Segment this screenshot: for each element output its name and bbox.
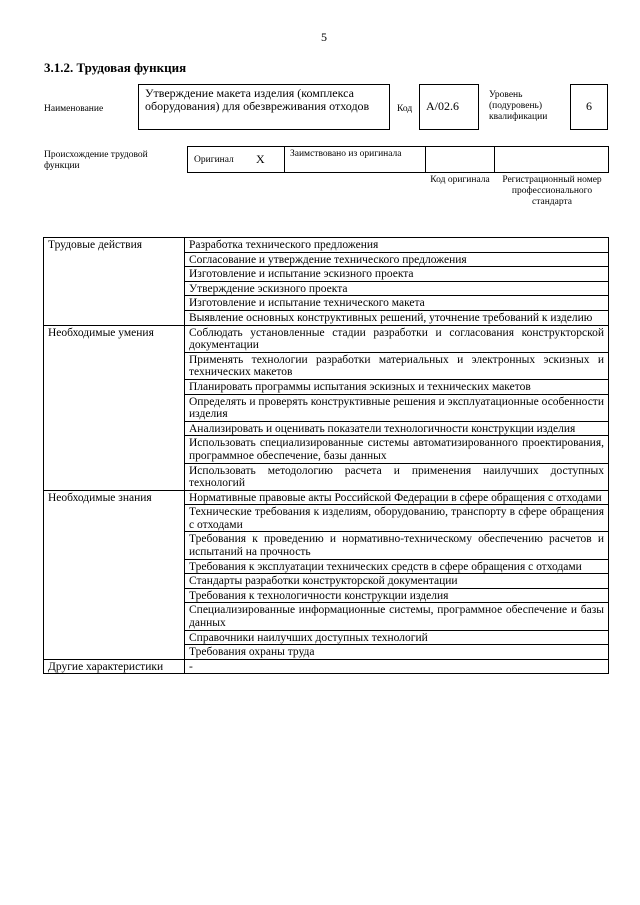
item-cell: Справочники наилучших доступных технологий: [185, 630, 609, 645]
origin-borrowed-cell: [284, 146, 426, 173]
category-cell-continued: [44, 505, 185, 532]
category-cell-continued: [44, 559, 185, 574]
reg-caption: Регистрационный номер профессионального стандарта: [502, 175, 602, 207]
category-cell-continued: [44, 574, 185, 589]
category-cell-continued: [44, 281, 185, 296]
category-cell: Необходимые знания: [44, 490, 185, 505]
original-mark: Х: [256, 152, 265, 166]
table-row: [44, 630, 609, 645]
table-row: [44, 645, 609, 660]
code-caption: Код оригинала: [430, 175, 490, 185]
item-cell: Соблюдать установленные стадии разработки и согласования конструкторской документации: [185, 325, 609, 352]
item-cell: Изготовление и испытание технического макета: [185, 296, 609, 311]
item-cell: Планировать программы испытания эскизных и технических макетов: [185, 379, 609, 394]
category-cell-continued: [44, 352, 185, 379]
category-cell: Другие характеристики: [44, 659, 185, 674]
borrowed-label: Заимствовано из оригинала: [290, 149, 402, 159]
category-cell-continued: [44, 379, 185, 394]
table-row: [44, 436, 609, 463]
item-cell: Требования к проведению и нормативно-техническому обеспечению расчетов и испытаний на прочность: [185, 532, 609, 559]
table-row: [44, 238, 609, 253]
page-number: 5: [321, 30, 327, 44]
table-row: [44, 296, 609, 311]
category-cell: Трудовые действия: [44, 238, 185, 253]
section-title: 3.1.2. Трудовая функция: [44, 60, 187, 75]
table-row: [44, 505, 609, 532]
table-row: [44, 463, 609, 490]
item-cell: Нормативные правовые акты Российской Федерации в сфере обращения с отходами: [185, 490, 609, 505]
table-row: [44, 659, 609, 674]
category-cell-continued: [44, 588, 185, 603]
table-row: [44, 267, 609, 282]
item-cell: Утверждение эскизного проекта: [185, 281, 609, 296]
level-value: 6: [586, 99, 592, 113]
category-cell-continued: [44, 532, 185, 559]
item-cell: Изготовление и испытание эскизного проекта: [185, 267, 609, 282]
item-cell: Стандарты разработки конструкторской документации: [185, 574, 609, 589]
original-label: Оригинал: [194, 155, 234, 165]
item-cell: Согласование и утверждение технического предложения: [185, 252, 609, 267]
table-row: [44, 588, 609, 603]
code-value: А/02.6: [426, 99, 459, 113]
category-cell-continued: [44, 463, 185, 490]
item-cell: Использовать методологию расчета и применения наилучших доступных технологий: [185, 463, 609, 490]
item-cell: Выявление основных конструктивных решений, уточнение требований к изделию: [185, 310, 609, 325]
origin-label: Происхождение трудовой функции: [44, 150, 148, 171]
category-cell-continued: [44, 267, 185, 282]
category-cell-continued: [44, 394, 185, 421]
table-row: [44, 310, 609, 325]
item-cell: Технические требования к изделиям, оборудованию, транспорту в сфере обращения с отходами: [185, 505, 609, 532]
table-row: [44, 490, 609, 505]
table-row: [44, 574, 609, 589]
category-cell-continued: [44, 436, 185, 463]
item-cell: Применять технологии разработки материальных и электронных эскизных и технических макетов: [185, 352, 609, 379]
table-row: [44, 532, 609, 559]
table-row: [44, 352, 609, 379]
item-cell: Специализированные информационные системы, программное обеспечение и базы данных: [185, 603, 609, 630]
category-cell-continued: [44, 310, 185, 325]
category-cell: Необходимые умения: [44, 325, 185, 352]
category-cell-continued: [44, 645, 185, 660]
item-cell: Требования охраны труда: [185, 645, 609, 660]
item-cell: -: [185, 659, 609, 674]
category-cell-continued: [44, 296, 185, 311]
table-row: [44, 603, 609, 630]
origin-code-cell: [425, 146, 495, 173]
item-cell: Разработка технического предложения: [185, 238, 609, 253]
table-row: [44, 281, 609, 296]
level-value-box: [570, 84, 608, 130]
table-row: [44, 379, 609, 394]
level-label: Уровень (подуровень) квалификации: [489, 90, 548, 122]
name-value-box: [138, 84, 390, 130]
table-row: [44, 421, 609, 436]
origin-reg-cell: [494, 146, 609, 173]
category-cell-continued: [44, 252, 185, 267]
category-cell-continued: [44, 603, 185, 630]
item-cell: Анализировать и оценивать показатели технологичности конструкции изделия: [185, 421, 609, 436]
table-row: [44, 394, 609, 421]
name-label: Наименование: [44, 104, 104, 114]
table-row: [44, 325, 609, 352]
item-cell: Требования к эксплуатации технических средств в сфере обращения с отходами: [185, 559, 609, 574]
item-cell: Требования к технологичности конструкции изделия: [185, 588, 609, 603]
function-table: [43, 237, 609, 674]
category-cell-continued: [44, 421, 185, 436]
item-cell: Определять и проверять конструктивные решения и эксплуатационные особенности изделия: [185, 394, 609, 421]
code-label: Код: [397, 104, 413, 114]
name-value: Утверждение макета изделия (комплекса оборудования) для обезвреживания отходов: [145, 86, 370, 113]
table-row: [44, 252, 609, 267]
code-value-box: [419, 84, 479, 130]
table-row: [44, 559, 609, 574]
item-cell: Использовать специализированные системы автоматизированного проектирования, программное обеспечение, базы данных: [185, 436, 609, 463]
origin-original-cell: [187, 146, 285, 173]
category-cell-continued: [44, 630, 185, 645]
